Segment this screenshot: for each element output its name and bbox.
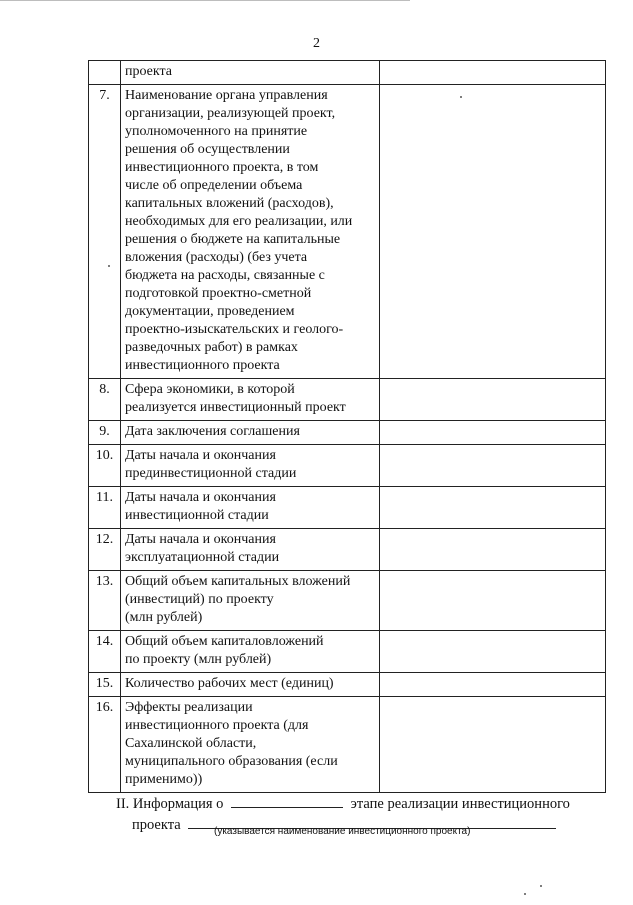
section-2-middle: этапе реализации инвестиционного — [350, 796, 570, 812]
row-description-cell — [121, 673, 380, 697]
row-description-cell — [121, 421, 380, 445]
scan-speck — [524, 893, 526, 895]
row-number-cell: 13. — [89, 571, 121, 631]
row-description-cell — [121, 571, 380, 631]
investment-project-table — [88, 60, 606, 793]
row-number-cell: 14. — [89, 631, 121, 673]
row-description-text: проекта — [125, 64, 172, 79]
row-value-cell[interactable] — [380, 421, 606, 445]
table-row — [89, 61, 606, 85]
table-row — [89, 631, 606, 673]
section-2-prefix: II. Информация о — [116, 796, 224, 812]
scan-speck — [108, 265, 110, 267]
scan-speck — [540, 885, 542, 887]
row-description-cell — [121, 61, 380, 85]
table-row — [89, 487, 606, 529]
table-row — [89, 85, 606, 379]
page-number: 2 — [313, 36, 320, 51]
row-value-cell[interactable] — [380, 379, 606, 421]
row-number-cell: 10. — [89, 445, 121, 487]
scan-speck — [460, 96, 462, 98]
row-description-text: Количество рабочих мест (единиц) — [125, 676, 334, 691]
row-number-cell: 11. — [89, 487, 121, 529]
row-description-cell — [121, 529, 380, 571]
stage-blank-field[interactable] — [231, 793, 343, 808]
row-number-cell: 7. — [89, 85, 121, 379]
row-value-cell[interactable] — [380, 631, 606, 673]
table-row — [89, 379, 606, 421]
table-row — [89, 571, 606, 631]
row-description-cell — [121, 631, 380, 673]
row-value-cell[interactable] — [380, 529, 606, 571]
table-row — [89, 421, 606, 445]
row-description-cell — [121, 445, 380, 487]
row-description-cell — [121, 487, 380, 529]
row-number-cell: 8. — [89, 379, 121, 421]
row-description-text: Даты начала и окончания прединвестиционной стадии — [125, 448, 297, 481]
row-number-cell: 9. — [89, 421, 121, 445]
row-description-cell — [121, 379, 380, 421]
row-description-text: Даты начала и окончания эксплуатационной стадии — [125, 532, 280, 565]
table-row — [89, 673, 606, 697]
row-number-cell — [89, 61, 121, 85]
row-description-text: Эффекты реализации инвестиционного проекта (для Сахалинской области, муниципального образования (если применимо)) — [125, 700, 338, 787]
table-body — [89, 61, 606, 793]
row-value-cell[interactable] — [380, 445, 606, 487]
row-value-cell[interactable] — [380, 85, 606, 379]
row-value-cell[interactable] — [380, 61, 606, 85]
section-2-line2-text: проекта — [132, 817, 181, 833]
table-row — [89, 529, 606, 571]
table-row — [89, 697, 606, 793]
row-number-cell: 12. — [89, 529, 121, 571]
project-name-hint: (указывается наименование инвестиционного проекта) — [214, 826, 471, 837]
row-description-text: Наименование органа управления организации, реализующей проект, уполномоченного на принятие решения об осуществлении инвестиционного проекта, в том числе об определении объема капитальных вложений (расходов), необходимых для его реализации, или решения о бюджете на капитальные вложения (расходы) (без учета бюджета на расходы, связанные с подготовкой проектно-сметной документации, проведением проектно-изыскательских и геолого- разведочных работ) в рамках инвестиционного проекта — [125, 88, 353, 373]
row-number-cell: 16. — [89, 697, 121, 793]
row-number-cell: 15. — [89, 673, 121, 697]
row-description-text: Общий объем капиталовложений по проекту (млн рублей) — [125, 634, 324, 667]
row-value-cell[interactable] — [380, 673, 606, 697]
row-description-text: Дата заключения соглашения — [125, 424, 300, 439]
row-description-cell — [121, 85, 380, 379]
row-value-cell[interactable] — [380, 571, 606, 631]
row-description-text: Даты начала и окончания инвестиционной стадии — [125, 490, 276, 523]
row-description-cell — [121, 697, 380, 793]
row-value-cell[interactable] — [380, 487, 606, 529]
row-description-text: Сфера экономики, в которой реализуется инвестиционный проект — [125, 382, 346, 415]
row-value-cell[interactable] — [380, 697, 606, 793]
section-2-line-1 — [116, 793, 570, 814]
table-row — [89, 445, 606, 487]
scan-top-rule — [0, 0, 410, 1]
row-description-text: Общий объем капитальных вложений (инвестиций) по проекту (млн рублей) — [125, 574, 351, 625]
